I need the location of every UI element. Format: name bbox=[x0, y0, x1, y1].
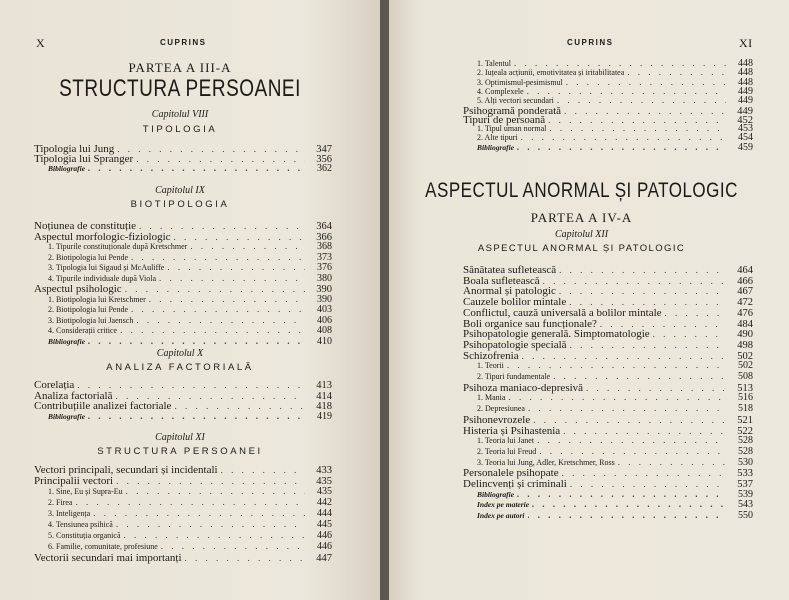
toc-entry-label: 6. Familie, comunitate, profesiune bbox=[48, 542, 158, 551]
toc-entry-page: 464 bbox=[737, 265, 753, 276]
toc-entry-page: 550 bbox=[738, 510, 753, 522]
toc-entry-label: Aspectul psihologic bbox=[34, 283, 122, 295]
toc-entry-label: Cauzele bolilor mintale bbox=[463, 296, 567, 309]
dot-leader bbox=[528, 510, 726, 520]
dot-leader bbox=[115, 391, 305, 401]
toc-entry-label: Psihopatologie generală. Simptomatologie bbox=[463, 328, 650, 341]
toc-entry-page: 522 bbox=[737, 425, 753, 437]
dot-leader bbox=[221, 465, 305, 475]
toc-entry-label: 3. Teoria lui Jung, Adler, Kretschmer, Ross bbox=[477, 457, 615, 467]
toc-entry-label: Vectorii secundari mai importanți bbox=[34, 552, 182, 564]
toc-entry-bibliography bbox=[477, 489, 753, 500]
toc-entry-label: 2. Teoria lui Freud bbox=[477, 446, 537, 456]
toc-entry-label: Boala sufletească bbox=[463, 274, 540, 287]
toc-entry-page: 356 bbox=[316, 154, 332, 165]
toc-entry-page: 380 bbox=[317, 272, 332, 284]
toc-entry-label: Schizofrenia bbox=[463, 349, 519, 362]
toc-entry-label: Anormal și patologic bbox=[463, 285, 556, 298]
toc-entry bbox=[48, 519, 332, 530]
toc-entry-page: 366 bbox=[316, 231, 332, 243]
toc-entry-label: Vectori principali, secundari și incidentali bbox=[34, 464, 218, 476]
toc-entry-label: 2. Biotipologia lui Pende bbox=[48, 305, 128, 314]
toc-entry bbox=[48, 241, 332, 252]
toc-entry bbox=[48, 497, 332, 508]
toc-entry-label: Noțiunea de constituție bbox=[34, 220, 137, 232]
toc-entry-label: Index pe autori bbox=[477, 511, 525, 521]
toc-entry-label: 2. Firea bbox=[48, 498, 73, 507]
toc-entry-page: 490 bbox=[737, 329, 753, 341]
toc-entry-page: 445 bbox=[317, 519, 332, 530]
toc-entry-page: 444 bbox=[317, 508, 332, 519]
dot-leader bbox=[190, 241, 305, 251]
toc-entry-page: 446 bbox=[317, 530, 332, 541]
toc-entry-page: 406 bbox=[317, 314, 332, 326]
toc-entry-page: 442 bbox=[317, 497, 332, 508]
toc-entry bbox=[48, 530, 332, 541]
toc-entry-label: 4. Tensiunea psihică bbox=[48, 520, 113, 529]
toc-entry bbox=[48, 315, 332, 326]
toc-entry-label: Contribuțiile analizei factoriale bbox=[34, 400, 172, 412]
toc-entry-page: 459 bbox=[738, 141, 753, 153]
toc-entry-page: 447 bbox=[316, 553, 332, 564]
toc-entry-label: Conflictul, cauză universală a bolilor mintale bbox=[463, 306, 662, 319]
toc-entry-label: Bibliografie bbox=[48, 336, 86, 346]
toc-entry-bibliography bbox=[477, 142, 753, 153]
dot-leader bbox=[174, 232, 305, 242]
toc-entry-label: Psihonevrozele bbox=[463, 413, 531, 426]
toc-entry-label: 1. Talentul bbox=[477, 59, 511, 68]
toc-entry-page: 454 bbox=[738, 132, 753, 144]
toc-entry-page: 449 bbox=[738, 85, 753, 97]
dot-leader bbox=[618, 457, 726, 467]
left-running-title: CUPRINS bbox=[160, 38, 207, 47]
toc-entry-label: Sănătatea sufletească bbox=[463, 264, 557, 276]
toc-entry bbox=[48, 294, 332, 305]
dot-leader bbox=[139, 221, 305, 231]
toc-entry-label: 2. Tipuri fundamentale bbox=[477, 372, 551, 381]
dot-leader bbox=[517, 489, 726, 499]
toc-entry-label: Tipuri de persoană bbox=[463, 113, 546, 126]
toc-entry-label: 1. Teoria lui Janet bbox=[477, 436, 535, 446]
toc-entry-label: 1. Mania bbox=[477, 393, 506, 403]
dot-leader bbox=[532, 499, 726, 509]
toc-entry-page: 533 bbox=[737, 468, 753, 480]
toc-entry-page: 513 bbox=[737, 382, 753, 394]
toc-entry-page: 413 bbox=[316, 380, 332, 391]
toc-entry-label: 3. Tipologia lui Sigaud și McAuliffe bbox=[48, 263, 165, 272]
chapter-title: ANALIZA FACTORIALĂ bbox=[106, 362, 254, 373]
dot-leader bbox=[559, 265, 726, 275]
toc-entry-page: 448 bbox=[738, 76, 753, 88]
toc-entry-page: 446 bbox=[317, 541, 332, 552]
toc-entry-label: Delincvenți și criminali bbox=[463, 478, 567, 490]
toc-entry-page: 467 bbox=[737, 286, 753, 298]
toc-entry-label: Psihogramă ponderată bbox=[463, 104, 562, 117]
toc-entry bbox=[477, 446, 753, 457]
toc-entry-page: 435 bbox=[317, 486, 332, 497]
toc-entry-label: 1. Teorii bbox=[477, 361, 504, 371]
left-part-title: STRUCTURA PERSOANEI bbox=[59, 76, 301, 103]
dot-leader bbox=[120, 325, 305, 335]
toc-entry-label: 3. Optimismul-pesimismul bbox=[477, 77, 563, 87]
dot-leader bbox=[159, 273, 305, 283]
right-page-number: XI bbox=[739, 36, 753, 50]
toc-entry-page: 408 bbox=[317, 325, 332, 336]
toc-entry-label: 4. Complexele bbox=[477, 86, 524, 96]
toc-entry-page: 484 bbox=[737, 318, 753, 330]
toc-entry bbox=[48, 486, 332, 497]
chapter-label: Capitolul IX bbox=[155, 185, 205, 196]
toc-entry-label: 1. Sine, Eu și Supra-Eu bbox=[48, 487, 123, 496]
toc-entry-page: 466 bbox=[737, 275, 753, 287]
toc-entry-page: 528 bbox=[738, 435, 753, 447]
toc-entry bbox=[48, 304, 332, 315]
dot-leader bbox=[116, 476, 305, 486]
toc-entry-label: Tipologia lui Jung bbox=[34, 143, 115, 155]
dot-leader bbox=[537, 435, 726, 445]
toc-entry-page: 453 bbox=[738, 123, 753, 135]
toc-entry-page: 448 bbox=[738, 67, 753, 79]
chapter-label: Capitolul XI bbox=[155, 432, 205, 443]
dot-leader bbox=[125, 284, 305, 294]
toc-entry bbox=[48, 508, 332, 519]
toc-entry-label: 5. Constituția organică bbox=[48, 531, 121, 540]
dot-leader bbox=[563, 426, 726, 436]
dot-leader bbox=[75, 497, 305, 507]
toc-entry-label: Bibliografie bbox=[48, 411, 86, 421]
toc-entry-page: 364 bbox=[316, 221, 332, 232]
right-page bbox=[389, 0, 789, 600]
toc-entry bbox=[477, 360, 753, 371]
right-running-title: CUPRINS bbox=[567, 38, 614, 47]
right-part-title: ASPECTUL ANORMAL ȘI PATOLOGIC bbox=[425, 178, 738, 202]
toc-entry-label: Bibliografie bbox=[48, 164, 86, 173]
toc-entry-bibliography bbox=[48, 411, 332, 422]
dot-leader bbox=[161, 541, 305, 551]
toc-entry-page: 528 bbox=[738, 445, 753, 457]
toc-entry-page: 476 bbox=[737, 307, 753, 319]
toc-entry-bibliography bbox=[48, 336, 332, 347]
chapter-label: Capitolul VIII bbox=[151, 109, 209, 120]
dot-leader bbox=[88, 411, 305, 421]
right-part-label: PARTEA A IV-A bbox=[530, 210, 633, 225]
toc-entry-bibliography bbox=[477, 510, 753, 521]
toc-entry-label: 5. Alți vectori secundari bbox=[477, 96, 554, 106]
chapter-label: Capitolul X bbox=[156, 348, 204, 359]
toc-entry-page: 521 bbox=[737, 414, 753, 426]
toc-entry-label: Aspectul morfologic-fiziologic bbox=[34, 230, 171, 243]
toc-entry bbox=[477, 392, 753, 403]
toc-entry-page: 347 bbox=[316, 144, 332, 155]
toc-entry-page: 518 bbox=[738, 403, 753, 415]
toc-entry-page: 452 bbox=[737, 114, 753, 126]
toc-entry-label: 2. Biotipologia lui Pende bbox=[48, 252, 128, 262]
toc-entry-page: 516 bbox=[738, 392, 753, 404]
dot-leader bbox=[562, 468, 726, 478]
chapter-title: TIPOLOGIA bbox=[142, 124, 218, 135]
toc-entry-page: 435 bbox=[316, 476, 332, 487]
toc-entry-page: 410 bbox=[317, 335, 332, 347]
chapter-label: Capitolul XII bbox=[554, 229, 609, 240]
toc-entry-page: 403 bbox=[317, 304, 332, 315]
toc-entry bbox=[48, 325, 332, 336]
toc-entry-label: Psihopatologie specială bbox=[463, 338, 567, 351]
toc-entry-page: 472 bbox=[737, 297, 753, 309]
dot-leader bbox=[600, 319, 726, 329]
dot-leader bbox=[185, 553, 305, 563]
dot-leader bbox=[653, 329, 726, 339]
dot-leader bbox=[174, 401, 305, 411]
toc-entry-label: Index pe materie bbox=[477, 500, 530, 510]
toc-entry bbox=[477, 435, 753, 446]
toc-entry-label: 3. Biotipologia lui Jaensch bbox=[48, 315, 134, 325]
toc-entry-bibliography bbox=[477, 499, 753, 510]
toc-entry-label: 3. Inteligența bbox=[48, 509, 91, 518]
dot-leader bbox=[570, 479, 726, 489]
dot-leader bbox=[508, 392, 726, 402]
toc-entry-page: 449 bbox=[738, 95, 753, 107]
dot-leader bbox=[167, 262, 305, 272]
dot-leader bbox=[543, 276, 726, 286]
toc-entry-label: Histeria și Psihastenia bbox=[463, 424, 561, 437]
toc-entry-label: 2. Depresiunea bbox=[477, 404, 525, 414]
toc-entry-label: Principalii vectori bbox=[34, 475, 114, 487]
toc-entry-page: 368 bbox=[317, 241, 332, 252]
toc-entry-label: 1. Tipul uman normal bbox=[477, 124, 547, 134]
toc-entry bbox=[48, 541, 332, 552]
dot-leader bbox=[517, 142, 726, 152]
toc-entry-page: 508 bbox=[738, 371, 753, 382]
dot-leader bbox=[665, 308, 726, 318]
toc-entry bbox=[34, 552, 332, 564]
toc-entry-page: 498 bbox=[737, 339, 753, 351]
chapter-title: BIOTIPOLOGIA bbox=[130, 199, 230, 210]
toc-entry-page: 448 bbox=[738, 58, 753, 69]
toc-entry bbox=[477, 403, 753, 414]
dot-leader bbox=[88, 163, 305, 173]
dot-leader bbox=[131, 304, 305, 314]
toc-entry bbox=[48, 262, 332, 273]
dot-leader bbox=[124, 530, 305, 540]
toc-entry-label: 4. Considerații critice bbox=[48, 326, 118, 335]
toc-entry-page: 390 bbox=[317, 293, 332, 305]
dot-leader bbox=[116, 519, 305, 529]
dot-leader bbox=[126, 486, 305, 496]
toc-entry-label: Tipologia lui Spranger bbox=[34, 153, 134, 165]
toc-entry-page: 362 bbox=[317, 163, 332, 174]
toc-entry-page: 376 bbox=[317, 262, 332, 273]
dot-leader bbox=[539, 446, 726, 456]
dot-leader bbox=[569, 297, 726, 307]
toc-entry-label: Corelația bbox=[34, 379, 75, 391]
dot-leader bbox=[77, 380, 305, 390]
toc-entry-label: Psihoza maniaco-depresivă bbox=[463, 381, 584, 394]
toc-entry-label: 1. Biotipologia lui Kretschmer bbox=[48, 294, 146, 304]
toc-entry-page: 390 bbox=[316, 284, 332, 295]
toc-entry-label: 2. Iuțeala acțiunii, emotivitatea și iritabilitatea bbox=[477, 68, 625, 78]
toc-entry-page: 449 bbox=[737, 105, 753, 117]
dot-leader bbox=[149, 294, 305, 304]
toc-entry-page: 530 bbox=[738, 456, 753, 468]
book-gutter bbox=[380, 0, 389, 600]
dot-leader bbox=[559, 286, 726, 296]
toc-entry-label: Personalele psihopate bbox=[463, 467, 559, 480]
toc-entry-label: 1. Tipurile constituționale după Kretschmer bbox=[48, 242, 188, 251]
dot-leader bbox=[507, 360, 726, 370]
dot-leader bbox=[93, 508, 305, 518]
dot-leader bbox=[88, 336, 305, 346]
left-part-label: PARTEA A III-A bbox=[128, 60, 232, 75]
toc-entry bbox=[48, 273, 332, 284]
toc-entry-label: Bibliografie bbox=[477, 489, 515, 499]
dot-leader bbox=[553, 371, 726, 381]
toc-entry-page: 502 bbox=[738, 360, 753, 372]
left-page bbox=[0, 0, 380, 600]
dot-leader bbox=[570, 340, 726, 350]
toc-entry bbox=[477, 457, 753, 468]
toc-entry-label: Analiza factorială bbox=[34, 389, 113, 402]
toc-entry-page: 414 bbox=[316, 390, 332, 402]
toc-entry-page: 502 bbox=[737, 350, 753, 362]
dot-leader bbox=[131, 252, 305, 262]
toc-entry-page: 543 bbox=[738, 499, 753, 511]
toc-entry bbox=[477, 371, 753, 382]
dot-leader bbox=[136, 315, 305, 325]
dot-leader bbox=[586, 383, 726, 393]
dot-leader bbox=[528, 403, 726, 413]
toc-entry-page: 537 bbox=[737, 479, 753, 490]
toc-entry-page: 419 bbox=[317, 410, 332, 422]
toc-entry-label: Boli organice sau funcționale? bbox=[463, 317, 597, 330]
toc-entry-label: 4. Tipurile individuale după Viola bbox=[48, 273, 157, 283]
toc-entry bbox=[48, 252, 332, 263]
dot-leader bbox=[533, 415, 726, 425]
toc-entry-bibliography bbox=[48, 163, 332, 174]
chapter-title: ASPECTUL ANORMAL ȘI PATOLOGIC bbox=[477, 243, 686, 254]
left-page-number: X bbox=[36, 36, 46, 50]
toc-entry-page: 539 bbox=[738, 488, 753, 500]
toc-entry-page: 373 bbox=[317, 251, 332, 263]
toc-entry-page: 433 bbox=[316, 465, 332, 476]
dot-leader bbox=[522, 351, 726, 361]
toc-entry-page: 418 bbox=[316, 401, 332, 412]
chapter-title: STRUCTURA PERSOANEI bbox=[97, 446, 263, 457]
toc-entry-label: Bibliografie bbox=[477, 142, 515, 152]
toc-entry-label: 2. Alte tipuri bbox=[477, 133, 518, 143]
